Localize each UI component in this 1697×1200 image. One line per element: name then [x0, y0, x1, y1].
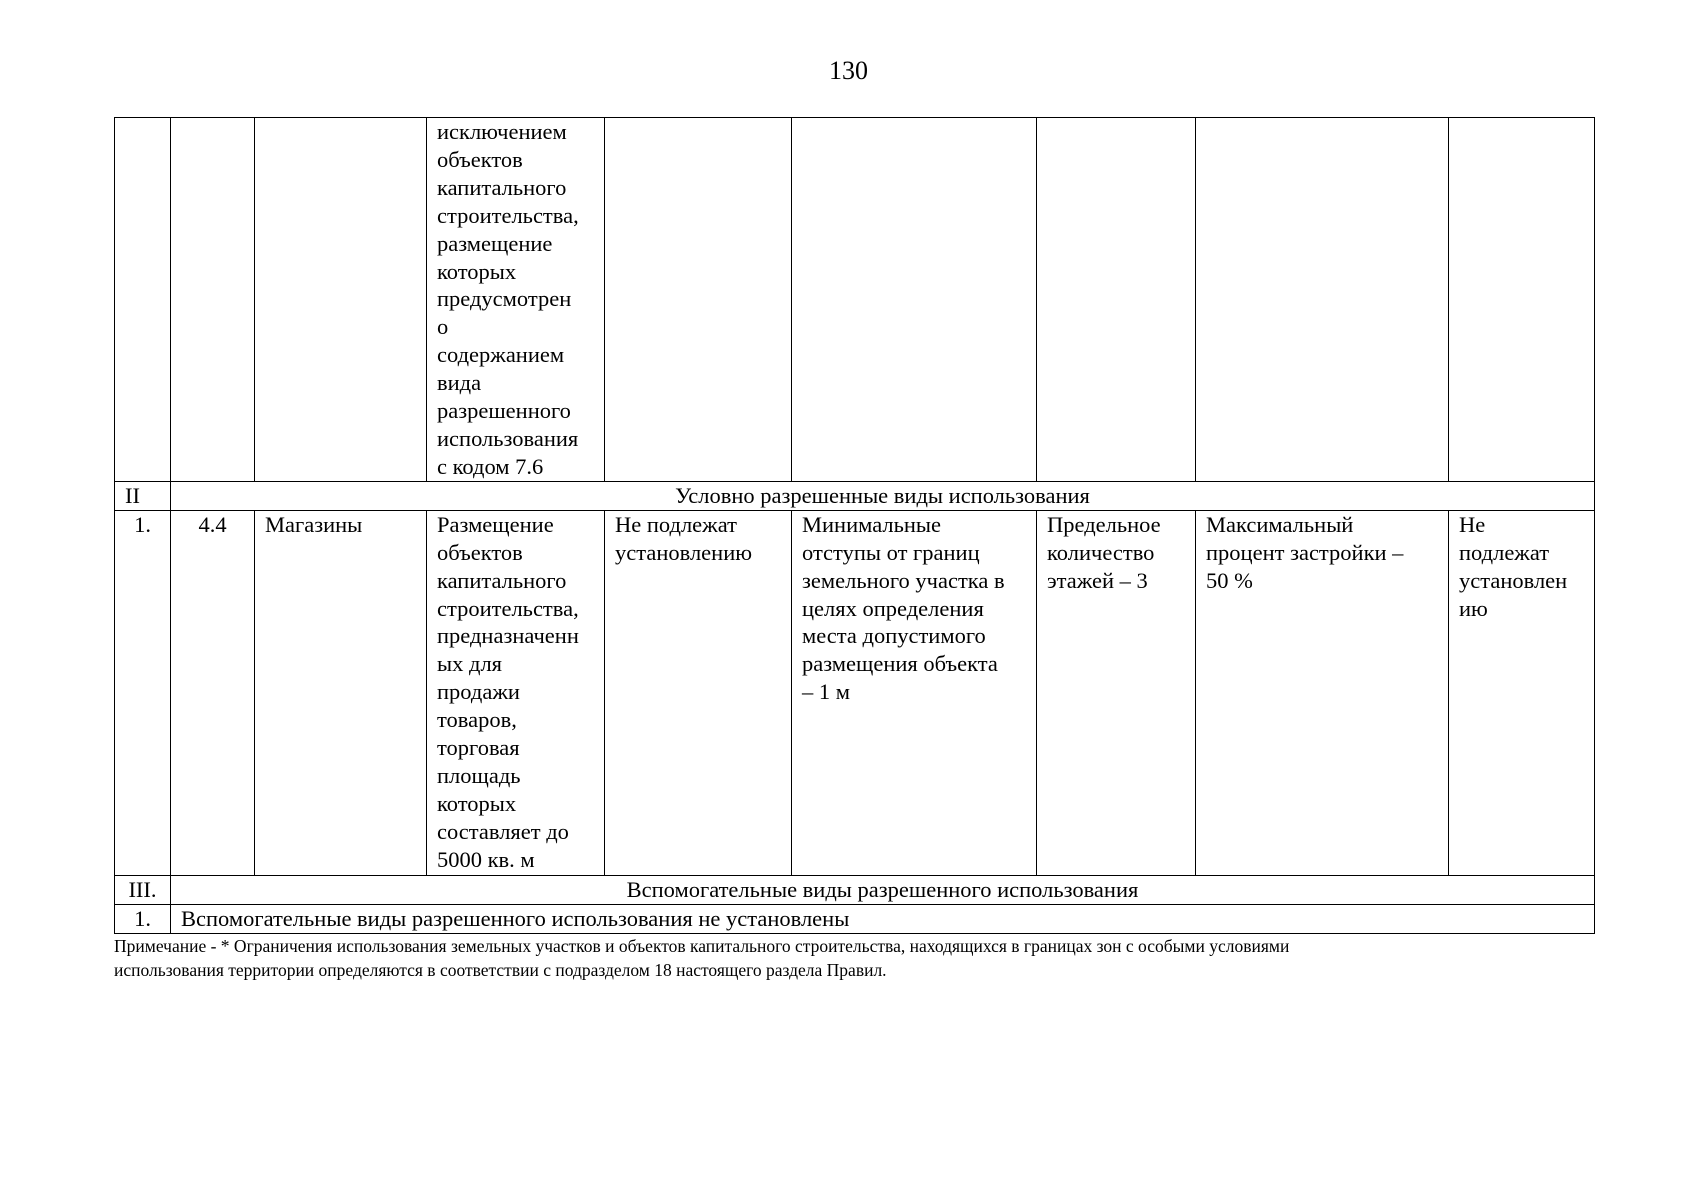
- text-line: Максимальный: [1206, 511, 1354, 537]
- cell-restrictions: [1449, 118, 1595, 482]
- text-line: ию: [1459, 595, 1488, 621]
- text-line: торговая: [437, 735, 520, 761]
- section-title: Условно разрешенные виды использования: [171, 481, 1595, 510]
- text-line: Не: [1459, 511, 1486, 537]
- section-row-conditional: [115, 481, 1595, 510]
- text-line: предназначенн: [437, 623, 579, 649]
- cell-code: 4.4: [171, 510, 255, 875]
- text-line: исключением: [437, 119, 567, 144]
- text-line: Размещение: [437, 511, 554, 537]
- text-line: использования территории определяются в соответствии с подразделом 18 настоящего раздела Правил.: [114, 960, 887, 980]
- text-line: установлен: [1459, 567, 1568, 593]
- cell-plot-size: [605, 510, 792, 875]
- cell-floors: [1037, 510, 1196, 875]
- text-line: Предельное: [1047, 511, 1161, 537]
- text-line: количество: [1047, 539, 1155, 565]
- text-line: Не подлежат: [615, 511, 737, 537]
- cell-floors: [1037, 118, 1196, 482]
- text-line: использования: [437, 425, 579, 451]
- text-line: содержанием: [437, 342, 565, 368]
- text-line: площадь: [437, 762, 521, 788]
- text-line: размещение: [437, 230, 553, 256]
- cell-restrictions: [1449, 510, 1595, 875]
- text-line: целях определения: [802, 595, 984, 621]
- text-line: объектов: [437, 146, 523, 172]
- cell-coverage: [1196, 118, 1449, 482]
- table-row-auxiliary: [115, 904, 1595, 933]
- cell-plot-size: [605, 118, 792, 482]
- cell-setbacks: [792, 118, 1037, 482]
- cell-num: 1.: [115, 510, 171, 875]
- cell-auxiliary-text: Вспомогательные виды разрешенного использования не установлены: [171, 904, 1595, 933]
- text-line: размещения объекта: [802, 651, 998, 677]
- text-line: места допустимого: [802, 623, 986, 649]
- text-line: разрешенного: [437, 398, 571, 424]
- text-line: подлежат: [1459, 539, 1550, 565]
- regulations-table: [114, 117, 1595, 934]
- text-line: капитального: [437, 567, 567, 593]
- page-number: 130: [829, 56, 868, 85]
- cell-name: Магазины: [255, 510, 427, 875]
- text-line: строительства,: [437, 202, 579, 228]
- text-line: отступы от границ: [802, 539, 980, 565]
- section-number: II: [115, 481, 171, 510]
- cell-num: [115, 118, 171, 482]
- table-row-shops: [115, 510, 1595, 875]
- cell-description: [427, 510, 605, 875]
- text-line: установлению: [615, 539, 753, 565]
- text-line: – 1 м: [802, 679, 850, 705]
- table-row-continued: [115, 118, 1595, 482]
- section-row-auxiliary: [115, 875, 1595, 904]
- text-line: товаров,: [437, 707, 517, 733]
- text-line: строительства,: [437, 595, 579, 621]
- text-line: о: [437, 314, 449, 340]
- section-title: Вспомогательные виды разрешенного использования: [171, 875, 1595, 904]
- text-line: составляет до: [437, 818, 569, 844]
- text-line: 5000 кв. м: [437, 846, 535, 872]
- text-line: Минимальные: [802, 511, 942, 537]
- text-line: объектов: [437, 539, 523, 565]
- text-line: вида: [437, 370, 482, 396]
- text-line: земельного участка в: [802, 567, 1005, 593]
- cell-name: [255, 118, 427, 482]
- text-line: ых для: [437, 651, 503, 677]
- text-line: 50 %: [1206, 567, 1253, 593]
- text-line: с кодом 7.6: [437, 453, 544, 479]
- text-line: Примечание - * Ограничения использования земельных участков и объектов капитального строительства, находящихся в границах зон с особыми условиями: [114, 936, 1290, 956]
- text-line: этажей – 3: [1047, 567, 1148, 593]
- cell-coverage: [1196, 510, 1449, 875]
- cell-num: 1.: [115, 904, 171, 933]
- footnote: [114, 934, 1594, 982]
- cell-code: [171, 118, 255, 482]
- text-line: которых: [437, 258, 517, 284]
- text-line: капитального: [437, 174, 567, 200]
- text-line: предусмотрен: [437, 286, 572, 312]
- cell-setbacks: [792, 510, 1037, 875]
- cell-description: [427, 118, 605, 482]
- section-number: III.: [115, 875, 171, 904]
- text-line: которых: [437, 790, 517, 816]
- text-line: продажи: [437, 679, 520, 705]
- text-line: процент застройки –: [1206, 539, 1404, 565]
